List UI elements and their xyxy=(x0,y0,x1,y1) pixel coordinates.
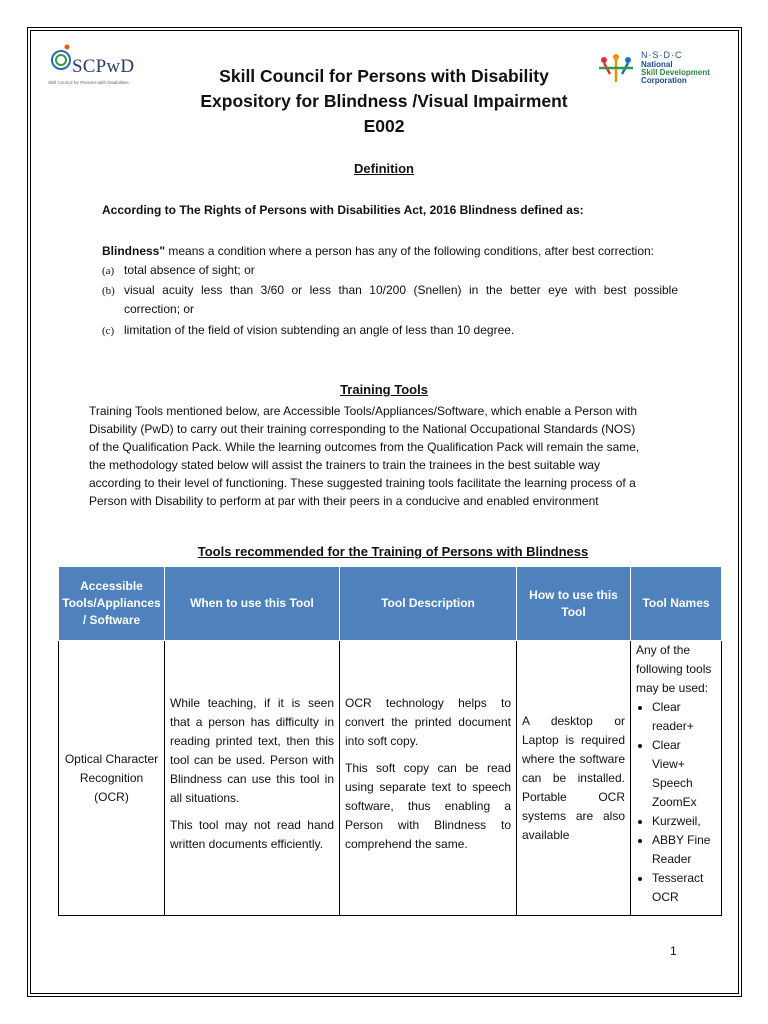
list-item-continuation: correction; or xyxy=(124,302,195,316)
definition-heading: Definition xyxy=(354,161,414,176)
tool-names-intro: Any of the following tools may be used: xyxy=(636,643,712,695)
nsdc-line1: National xyxy=(641,60,673,69)
list-label: (c) xyxy=(102,325,115,337)
training-line: Training Tools mentioned below, are Accessible Tools/Appliances/Software, which enable a Person with xyxy=(89,404,638,418)
list-label: (b) xyxy=(102,285,115,297)
title-line-2: Expository for Blindness /Visual Impairment xyxy=(200,91,568,111)
description-paragraph-2: This soft copy can be read using separate text to speech software, thus enabling a Person with Blindness to comprehend the same. xyxy=(345,761,511,851)
table-heading: Tools recommended for the Training of Persons with Blindness xyxy=(197,544,589,559)
page-number: 1 xyxy=(670,944,677,958)
training-heading: Training Tools xyxy=(340,382,428,397)
document-title xyxy=(0,64,768,139)
when-paragraph-2: This tool may not read hand written documents efficiently. xyxy=(170,818,334,851)
description-paragraph-1: OCR technology helps to convert the printed document into soft copy. xyxy=(345,696,511,748)
table-row xyxy=(59,641,722,916)
training-line: of the Qualification Pack. While the learning outcomes from the Qualification Pack will remain the same, xyxy=(89,440,640,454)
tool-names-list xyxy=(636,698,716,907)
list-item xyxy=(102,281,678,301)
column-header: How to use this Tool xyxy=(517,567,631,641)
list-text: visual acuity less than 3/60 or less than 10/200 (Snellen) in the better eye with best possible xyxy=(124,283,678,297)
definition-lead xyxy=(102,242,654,260)
list-item: • Clear View+ Speech ZoomEx xyxy=(652,736,716,812)
definition-lead-bold: Blindness" xyxy=(102,244,166,258)
column-header: When to use this Tool xyxy=(165,567,340,641)
training-paragraph xyxy=(89,402,639,510)
list-label: (a) xyxy=(102,265,115,277)
when-cell xyxy=(165,641,340,916)
training-line: Person with Disability to perform at par with their peers in a conducive and enabled environment xyxy=(89,494,599,508)
when-paragraph-1: While teaching, if it is seen that a person has difficulty in reading printed text, then this tool can be used. Person with Blindness can use this tool in all situations. xyxy=(170,696,334,805)
nsdc-abbr: N·S·D·C xyxy=(641,50,683,60)
definition-intro: According to The Rights of Persons with Disabilities Act, 2016 Blindness defined as: xyxy=(102,203,584,217)
column-header: Tool Description xyxy=(340,567,517,641)
column-header: Tool Names xyxy=(631,567,722,641)
list-item xyxy=(102,321,514,341)
list-text: limitation of the field of vision subtending an angle of less than 10 degree. xyxy=(124,323,515,337)
list-item: • ABBY Fine Reader xyxy=(652,831,716,869)
training-line: Disability (PwD) to carry out their training corresponding to the National Occupational Standards (NOS) xyxy=(89,422,636,436)
title-line-1: Skill Council for Persons with Disability xyxy=(219,66,549,86)
scpwd-tagline: Skill Council for Persons with Disabilities xyxy=(48,80,129,85)
scpwd-brand: SCPwD xyxy=(72,56,135,77)
how-cell: A desktop or Laptop is required where the software can be installed. Portable OCR systems are also available xyxy=(517,641,631,916)
tool-names-cell xyxy=(631,641,722,916)
description-cell xyxy=(340,641,517,916)
tool-name-cell: Optical Character Recognition (OCR) xyxy=(59,641,165,916)
list-item: • Kurzweil, xyxy=(652,812,716,831)
list-item: • Tesseract OCR xyxy=(652,869,716,907)
column-header: Accessible Tools/Appliances / Software xyxy=(59,567,165,641)
definition-lead-rest: means a condition where a person has any of the following conditions, after best correction: xyxy=(165,244,654,258)
nsdc-line2: Skill Development xyxy=(641,68,710,77)
list-text: total absence of sight; or xyxy=(124,263,255,277)
tools-table xyxy=(58,566,722,916)
table-header-row xyxy=(59,567,722,641)
training-line: according to their level of functioning. These suggested training tools facilitate the learning process of a xyxy=(89,476,636,490)
training-line: the methodology stated below will assist the trainers to train the trainees in the best suitable way xyxy=(89,458,600,472)
list-item: • Clear reader+ xyxy=(652,698,716,736)
nsdc-line3: Corporation xyxy=(641,76,687,85)
list-item xyxy=(102,261,255,281)
title-line-3: E002 xyxy=(363,116,405,136)
